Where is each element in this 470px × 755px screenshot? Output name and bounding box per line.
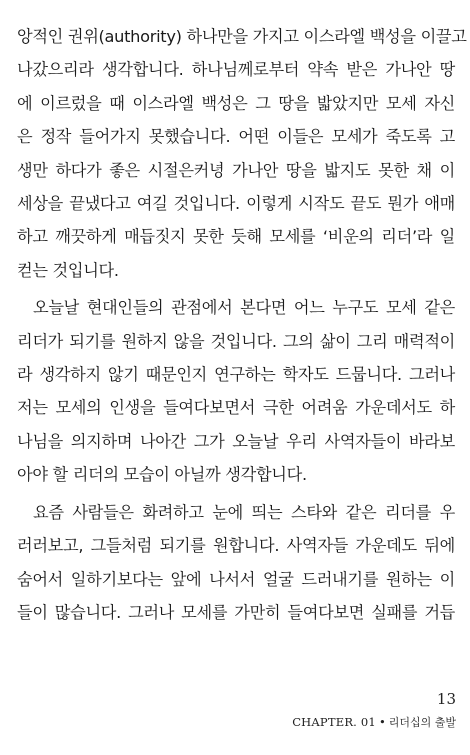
text-line-content: 요즘 사람들은 화려하고 눈에 띄는 스타와 같은 리더를 우 xyxy=(33,502,455,522)
text-line: 라 생각하지 않기 때문인지 연구하는 학자도 드뭅니다. 그러나 xyxy=(17,365,455,385)
text-line: 하고 깨끗하게 매듭짓지 못한 듯해 모세를 ‘비운의 리더’라 일 xyxy=(17,227,455,247)
chapter-label: CHAPTER. 01 xyxy=(292,715,376,729)
text-line: 저는 모세의 인생을 들여다보면서 극한 어려움 가운데서도 하 xyxy=(17,398,455,418)
text-line: 컫는 것입니다. xyxy=(17,260,119,280)
text-line: 숨어서 일하기보다는 앞에 나서서 얼굴 드러내기를 원하는 이 xyxy=(17,569,455,589)
text-line-content: 오늘날 현대인들의 관점에서 본다면 어느 누구도 모세 같은 xyxy=(33,298,455,318)
text-line: 앙적인 권위(authority) 하나만을 가지고 이스라엘 백성을 이끌고 xyxy=(17,27,467,46)
page-number: 13 xyxy=(436,690,456,708)
text-line: 나님을 의지하며 나아간 그가 오늘날 우리 사역자들이 바라보 xyxy=(17,431,455,451)
paragraph-1 xyxy=(17,20,467,287)
separator-bullet: • xyxy=(378,715,386,729)
paragraph-2 xyxy=(17,291,455,491)
body-text xyxy=(17,20,467,633)
text-line: 생만 하다가 좋은 시절은커녕 가나안 땅을 밟지도 못한 채 이 xyxy=(17,160,455,180)
text-line xyxy=(17,291,455,324)
text-line: 리더가 되기를 원하지 않을 것입니다. 그의 삶이 그리 매력적이 xyxy=(17,331,455,351)
section-title: 리더십의 출발 xyxy=(388,716,456,729)
text-line xyxy=(17,496,455,529)
text-line: 아야 할 리더의 모습이 아닐까 생각합니다. xyxy=(17,465,307,485)
paragraph-3 xyxy=(17,496,455,630)
text-line: 들이 많습니다. 그러나 모세를 가만히 들여다보면 실패를 거듭 xyxy=(17,602,455,622)
text-line: 나갔으리라 생각합니다. 하나님께로부터 약속 받은 가나안 땅 xyxy=(17,60,455,80)
running-head xyxy=(292,714,456,730)
text-line: 은 정작 들어가지 못했습니다. 어떤 이들은 모세가 죽도록 고 xyxy=(17,127,455,147)
text-line: 에 이르렀을 때 이스라엘 백성은 그 땅을 밟았지만 모세 자신 xyxy=(17,93,455,113)
text-line: 러러보고, 그들처럼 되기를 원합니다. 사역자들 가운데도 뒤에 xyxy=(17,536,455,556)
text-line: 세상을 끝냈다고 여길 것입니다. 이렇게 시작도 끝도 뭔가 애매 xyxy=(17,194,455,214)
